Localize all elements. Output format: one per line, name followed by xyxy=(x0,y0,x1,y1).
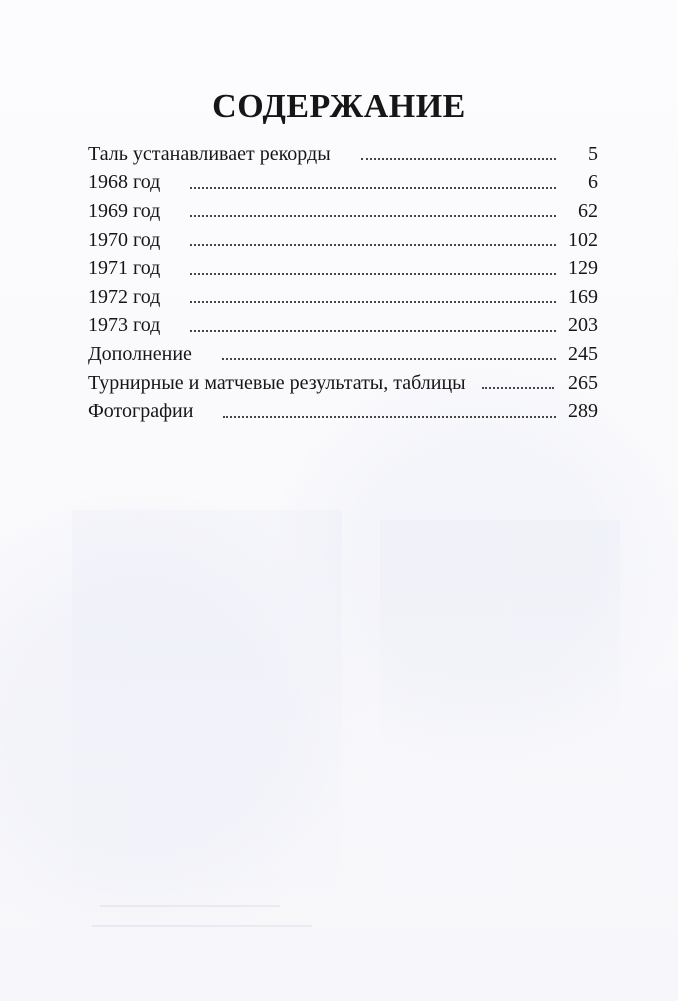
toc-entry-page-number: 129 xyxy=(568,257,598,280)
toc-entry-5 xyxy=(88,254,598,283)
toc-entry-title: Дополнение xyxy=(88,342,192,365)
toc-entry-leader xyxy=(190,215,556,217)
toc-entry-page-number: 6 xyxy=(588,171,598,194)
toc-entry-page-number: 169 xyxy=(568,285,598,308)
toc-entry-leader xyxy=(190,244,556,246)
toc-entry-8 xyxy=(88,340,598,369)
toc-entry-page-number: 102 xyxy=(568,228,598,251)
toc-entry-title: 1968 год xyxy=(88,171,161,194)
toc-entry-page-number: 62 xyxy=(578,199,598,222)
toc-entry-leader xyxy=(190,187,556,189)
toc-entry-7 xyxy=(88,312,598,341)
table-of-contents xyxy=(88,140,598,426)
toc-entry-page-number: 289 xyxy=(568,400,598,423)
toc-entry-6 xyxy=(88,283,598,312)
toc-entry-leader xyxy=(223,416,556,418)
toc-entry-leader xyxy=(361,158,556,160)
toc-entry-title: Фотографии xyxy=(88,400,194,423)
toc-entry-title: Турнирные и матчевые результаты, таблицы xyxy=(88,371,466,394)
toc-entry-page-number: 265 xyxy=(568,371,598,394)
toc-entry-title: Таль устанавливает рекорды xyxy=(88,142,331,165)
toc-entry-4 xyxy=(88,226,598,255)
toc-entry-leader xyxy=(190,301,556,303)
page-title: СОДЕРЖАНИЕ xyxy=(212,88,466,125)
toc-entry-leader xyxy=(190,273,556,275)
toc-entry-title: 1971 год xyxy=(88,257,161,280)
toc-entry-10 xyxy=(88,397,598,426)
bleed-through-shadow-left xyxy=(72,510,342,890)
toc-entry-title: 1970 год xyxy=(88,228,161,251)
toc-entry-page-number: 5 xyxy=(588,142,598,165)
toc-entry-leader xyxy=(190,330,556,332)
bleed-through-shadow-right xyxy=(380,520,620,780)
toc-entry-2 xyxy=(88,169,598,198)
toc-entry-1 xyxy=(88,140,598,169)
toc-entry-leader xyxy=(222,358,556,360)
toc-entry-3 xyxy=(88,197,598,226)
toc-entry-page-number: 245 xyxy=(568,342,598,365)
toc-entry-page-number: 203 xyxy=(568,314,598,337)
toc-entry-title: 1973 год xyxy=(88,314,161,337)
toc-entry-9 xyxy=(88,369,598,398)
toc-entry-leader xyxy=(482,387,554,389)
bleed-through-line-1 xyxy=(100,905,280,907)
toc-entry-title: 1969 год xyxy=(88,199,161,222)
bleed-through-line-2 xyxy=(92,925,312,927)
toc-entry-title: 1972 год xyxy=(88,285,161,308)
